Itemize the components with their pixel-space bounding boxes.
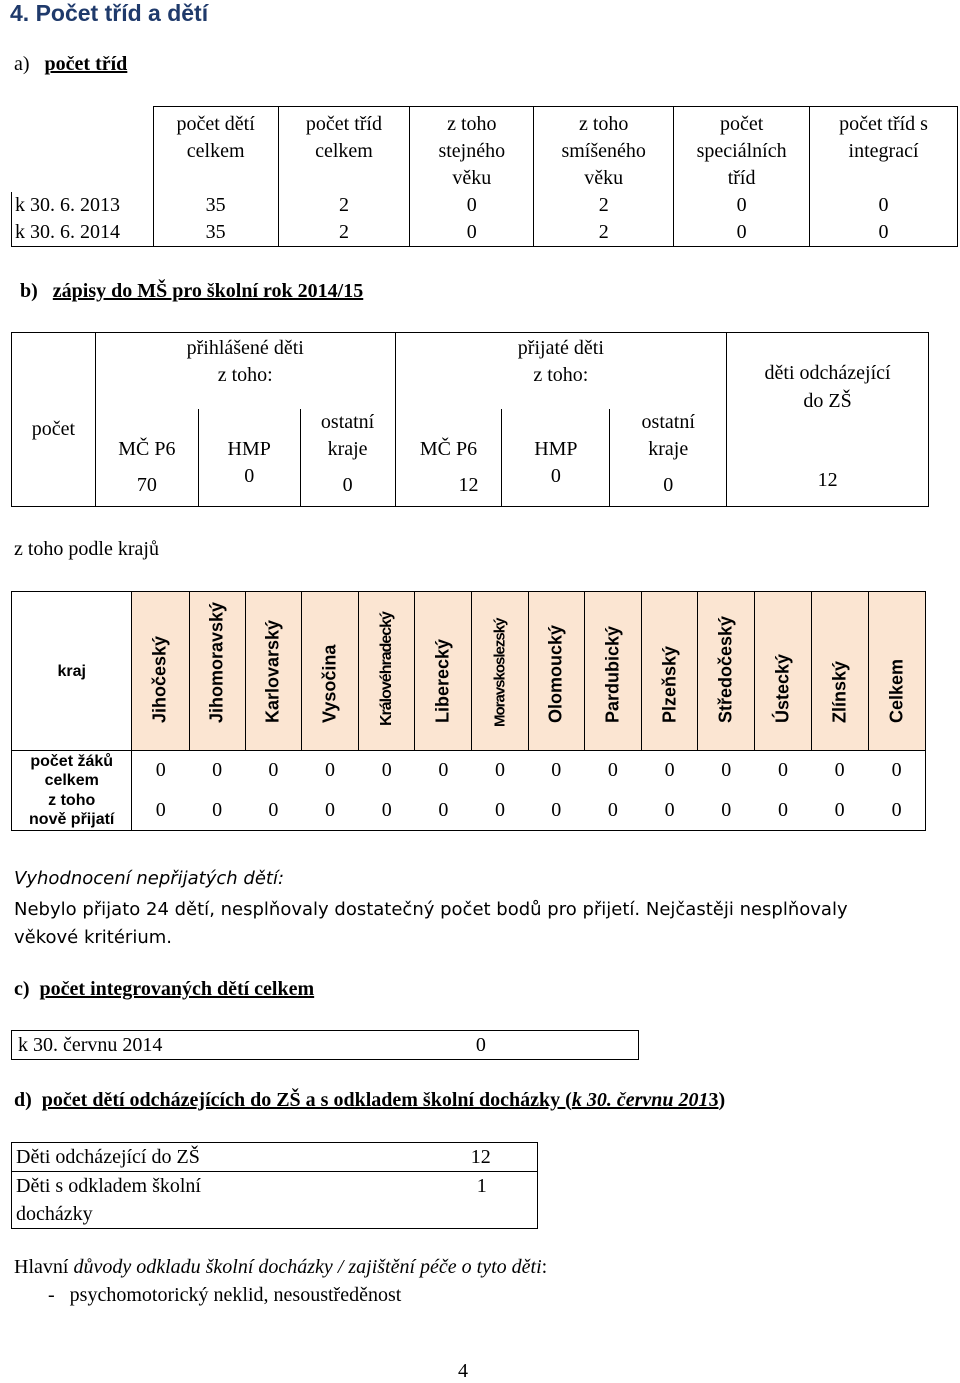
cell: 0 [584,751,641,791]
section-b-title-text: zápisy do MŠ pro školní rok 2014/15 [52,280,364,302]
leaving-header [727,333,929,465]
region-header [755,592,811,751]
cell: 0 [301,791,358,831]
accepted-group-header [395,333,727,409]
cell: 0 [528,751,584,791]
cell: 35 [153,192,278,219]
row-label: počet [12,333,96,507]
sub-other-1: ostatní [641,410,695,433]
section-d-prefix: d) [14,1089,32,1111]
by-region-caption: z toho podle krajů [14,538,159,560]
cell: 0 [642,791,698,831]
cell: 0 [410,192,534,219]
applied-group-header [95,333,395,409]
cell: 0 [245,751,301,791]
cell: 0 [300,465,395,507]
sub-other-2: kraje [648,437,689,460]
cell: 0 [642,751,698,791]
col-header: počet tříd celkem [278,107,410,193]
cell: 2 [534,219,674,247]
evaluation-title: Vyhodnocení nepřijatých dětí: [14,868,285,889]
cell: 12 [247,1143,538,1172]
cell: 0 [674,219,810,247]
region-header-label: kraj [12,592,132,751]
region-name: Ústecký [772,653,793,723]
row-label-line: celkem [44,771,99,789]
section-d-title-end: 3 [708,1089,719,1111]
cell: 0 [528,791,584,831]
leaving-label: děti odcházející [764,362,891,384]
cell: 2 [534,192,674,219]
row-label: k 30. červnu 2014 [12,1031,316,1060]
row-label-new [12,791,132,831]
cell: 0 [132,751,189,791]
sub-header-mc: MČ P6 [95,409,198,465]
cell: 0 [698,791,755,831]
cell: 0 [502,465,610,507]
region-header [698,592,755,751]
region-name: Karlovarský [262,619,283,723]
reasons-title-italic: důvody odkladu školní docházky / zajištění péče o tyto děti [73,1256,542,1278]
cell: 12 [395,465,502,507]
reasons-list-item [48,1284,401,1307]
region-header [584,592,641,751]
section-c-title [14,978,314,1001]
section-d-title-italic: k 30. červnu 201 [571,1089,709,1111]
row-label-line: z toho [48,792,96,810]
row-label: k 30. 6. 2013 [12,192,154,219]
region-name: Olomoucký [545,624,566,723]
cell: 0 [359,751,415,791]
region-header [642,592,698,751]
cell: 0 [301,751,358,791]
region-header [189,592,245,751]
sub-header-hmp: HMP [198,409,300,465]
cell: 0 [755,791,811,831]
col-header: počet speciálních tříd [674,107,810,193]
sub-header-mc: MČ P6 [395,409,502,465]
regions-table [11,591,926,831]
cell: 0 [811,751,868,791]
sub-other-2: kraje [327,437,368,460]
applied-sub: z toho: [217,364,273,386]
cell: 2 [278,192,410,219]
reasons-title [14,1256,547,1279]
evaluation-text: Nebylo přijato 24 dětí, nesplňovaly dostatečný počet bodů pro přijetí. Nejčastěji nesplňovaly věkové kritérium. [14,899,848,948]
classes-table [11,106,958,247]
section-b-prefix: b) [20,280,38,302]
row-label: Děti odcházející do ZŠ [12,1143,247,1172]
cell: 35 [153,219,278,247]
reasons-colon: : [541,1256,548,1278]
cell: 0 [472,751,528,791]
region-header [132,592,189,751]
section-d-title-text: počet dětí odcházejících do ZŠ a s odkladem školní docházky ( [41,1089,572,1111]
section-c-title-text: počet integrovaných dětí celkem [39,978,315,1000]
integrated-table [11,1030,639,1060]
sub-other-1: ostatní [320,410,375,433]
accepted-label: přijaté děti [517,337,604,359]
cell: 0 [698,751,755,791]
section-a-title-text: počet tříd [44,53,128,75]
cell: 0 [189,751,245,791]
cell: 0 [132,791,189,831]
region-name: Liberecký [432,638,453,723]
cell: 70 [95,465,198,507]
region-header [472,592,528,751]
row-label: k 30. 6. 2014 [12,219,154,247]
cell: 0 [810,219,958,247]
corner-cell [12,107,154,193]
row-label-line: počet žáků [30,752,114,770]
section-a-prefix: a) [14,53,30,75]
region-name: Pardubický [602,625,623,723]
region-name: Jihomoravský [206,601,227,723]
cell: 0 [415,751,472,791]
region-name: Královéhradecký [377,612,395,726]
cell: 0 [868,791,925,831]
region-name: Jihočeský [149,635,170,723]
cell: 0 [584,791,641,831]
cell: 0 [674,192,810,219]
sub-header-hmp: HMP [502,409,610,465]
applied-label: přihlášené děti [186,337,304,359]
section-d-title [14,1089,725,1112]
cell: 0 [198,465,300,507]
row-label-line: nově přijatí [29,811,115,829]
cell: 0 [811,791,868,831]
sub-header-other [300,409,395,465]
sub-header-other [610,409,727,465]
cell: 0 [359,791,415,831]
section-b-title [20,280,363,303]
enrollment-table [11,332,929,507]
region-name: Zlínský [829,660,850,723]
section-a-title [14,53,127,76]
region-name: Celkem [886,658,907,723]
col-header: z toho smíšeného věku [534,107,674,193]
region-name: Plzeňský [659,645,680,723]
cell: 0 [868,751,925,791]
leaving-table [11,1142,538,1229]
col-header: z toho stejného věku [410,107,534,193]
cell: 0 [415,791,472,831]
cell: 0 [755,751,811,791]
cell: 0 [810,192,958,219]
col-header: počet dětí celkem [153,107,278,193]
page-number: 4 [458,1360,468,1382]
region-header [868,592,925,751]
section-d-title-close: ) [718,1089,726,1111]
bullet-dash: - [48,1284,55,1306]
region-header [811,592,868,751]
reason-text: psychomotorický neklid, nesoustředěnost [69,1284,402,1306]
cell: 12 [727,465,929,507]
cell: 2 [278,219,410,247]
region-name: Moravskoslezský [491,618,509,727]
region-header [359,592,415,751]
section-heading: 4. Počet tříd a dětí [10,0,209,26]
cell: 0 [189,791,245,831]
cell: 0 [410,219,534,247]
region-header [415,592,472,751]
cell: 0 [245,791,301,831]
cell: 0 [610,465,727,507]
row-label: Děti s odkladem školní docházky [12,1172,247,1229]
row-label-total [12,751,132,791]
cell: 1 [247,1172,538,1229]
region-name: Středočeský [715,615,736,723]
leaving-sub: do ZŠ [803,390,852,412]
cell: 0 [472,791,528,831]
cell: 0 [316,1031,639,1060]
col-header: počet tříd s integrací [810,107,958,193]
region-header [301,592,358,751]
region-header [245,592,301,751]
accepted-sub: z toho: [533,364,589,386]
reasons-lead: Hlavní [14,1256,74,1278]
region-header [528,592,584,751]
region-name: Vysočina [319,644,340,723]
section-c-prefix: c) [14,978,30,1000]
